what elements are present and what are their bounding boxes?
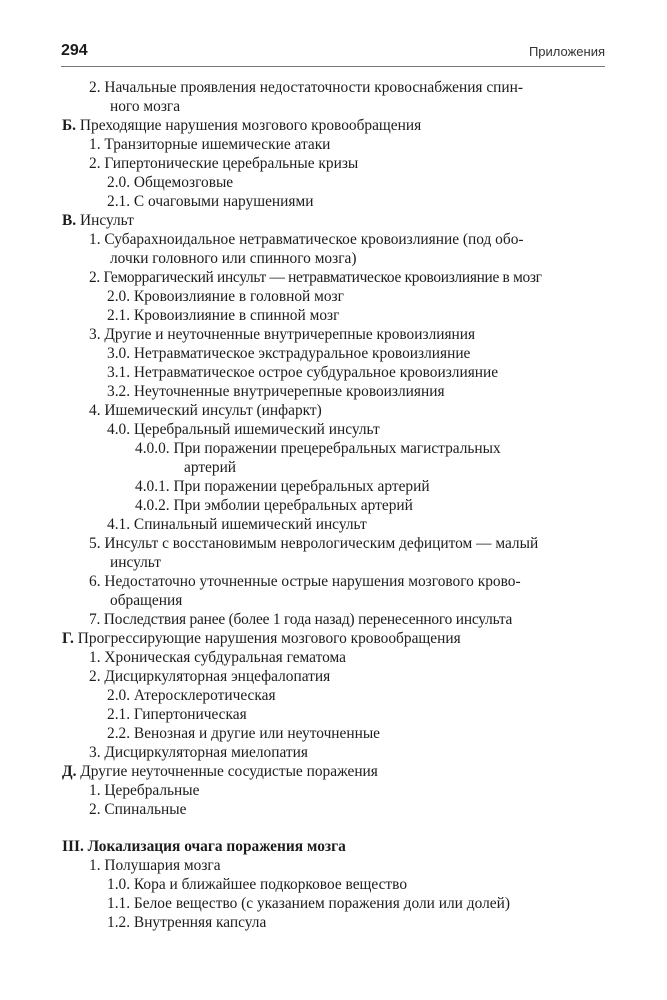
- list-line: обращения: [110, 592, 183, 609]
- list-line: 2.0. Общемозговые: [107, 174, 234, 191]
- list-line: 4.0.2. При эмболии церебральных артерий: [135, 497, 413, 514]
- list-line: лочки головного или спинного мозга): [110, 250, 357, 267]
- list-line: 1.2. Внутренняя капсула: [107, 914, 267, 931]
- section-title: Прогрессирующие нарушения мозгового кровообращения: [73, 630, 461, 647]
- section-line: [62, 630, 461, 648]
- section-title: Преходящие нарушения мозгового кровообращения: [76, 117, 422, 134]
- list-line: 4. Ишемический инсульт (инфаркт): [89, 402, 322, 419]
- section-heading: III. Локализация очага поражения мозга: [62, 838, 346, 855]
- list-line: 3.2. Неуточненные внутричерепные кровоизлияния: [107, 383, 445, 400]
- list-line: 2.0. Кровоизлияние в головной мозг: [107, 288, 344, 305]
- list-line: артерий: [184, 459, 237, 476]
- section-letter: В.: [62, 212, 77, 229]
- list-line: 1. Хроническая субдуральная гематома: [89, 649, 347, 666]
- list-line: 2. Дисциркуляторная энцефалопатия: [89, 668, 331, 685]
- section-line: [62, 117, 421, 135]
- list-line: 2. Геморрагический инсульт — нетравматическое кровоизлияние в мозг: [89, 269, 542, 286]
- list-line: 4.0.1. При поражении церебральных артерий: [135, 478, 430, 495]
- section-title: Инсульт: [76, 212, 134, 229]
- list-line: 4.0.0. При поражении прецеребральных магистральных: [135, 440, 501, 457]
- list-line: 6. Недостаточно уточненные острые нарушения мозгового крово-: [89, 573, 521, 590]
- section-letter: Г.: [62, 630, 74, 647]
- list-line: 1.1. Белое вещество (с указанием поражения доли или долей): [107, 895, 510, 912]
- section-line: [62, 763, 378, 781]
- list-line: 2.1. С очаговыми нарушениями: [107, 193, 314, 210]
- list-line: 5. Инсульт с восстановимым неврологическим дефицитом — малый: [89, 535, 539, 552]
- section-title: Другие неуточненные сосудистые поражения: [76, 763, 378, 780]
- list-line: 1. Субарахноидальное нетравматическое кровоизлияние (под обо-: [89, 231, 524, 248]
- list-line: 1.0. Кора и ближайшее подкорковое вещество: [107, 876, 408, 893]
- list-line: 3. Другие и неуточненные внутричерепные кровоизлияния: [89, 326, 476, 343]
- list-line: 1. Транзиторные ишемические атаки: [89, 136, 331, 153]
- list-line: 3.1. Нетравматическое острое субдуральное кровоизлияние: [107, 364, 499, 381]
- list-line: 3.0. Нетравматическое экстрадуральное кровоизлияние: [107, 345, 471, 362]
- section-letter: Д.: [62, 763, 77, 780]
- running-title: Приложения: [528, 44, 605, 59]
- list-line: 2.1. Гипертоническая: [107, 706, 247, 723]
- list-line: 1. Церебральные: [89, 782, 200, 799]
- list-line: инсульт: [110, 554, 161, 571]
- list-line: 2. Начальные проявления недостаточности кровоснабжения спин-: [89, 79, 524, 96]
- list-line: 2.1. Кровоизлияние в спинной мозг: [107, 307, 340, 324]
- list-line: 2.0. Атеросклеротическая: [107, 687, 276, 704]
- list-line: 2.2. Венозная и другие или неуточненные: [107, 725, 381, 742]
- list-line: 4.0. Церебральный ишемический инсульт: [107, 421, 380, 438]
- list-line: 4.1. Спинальный ишемический инсульт: [107, 516, 367, 533]
- list-line: 3. Дисциркуляторная миелопатия: [89, 744, 308, 761]
- list-line: 1. Полушария мозга: [89, 857, 221, 874]
- page-number: 294: [61, 42, 88, 59]
- section-line: [62, 212, 134, 230]
- list-line: 7. Последствия ранее (более 1 года назад) перенесенного инсульта: [89, 611, 513, 628]
- list-line: 2. Спинальные: [89, 801, 187, 818]
- list-line: 2. Гипертонические церебральные кризы: [89, 155, 359, 172]
- section-letter: Б.: [62, 117, 77, 134]
- list-line: ного мозга: [110, 98, 181, 115]
